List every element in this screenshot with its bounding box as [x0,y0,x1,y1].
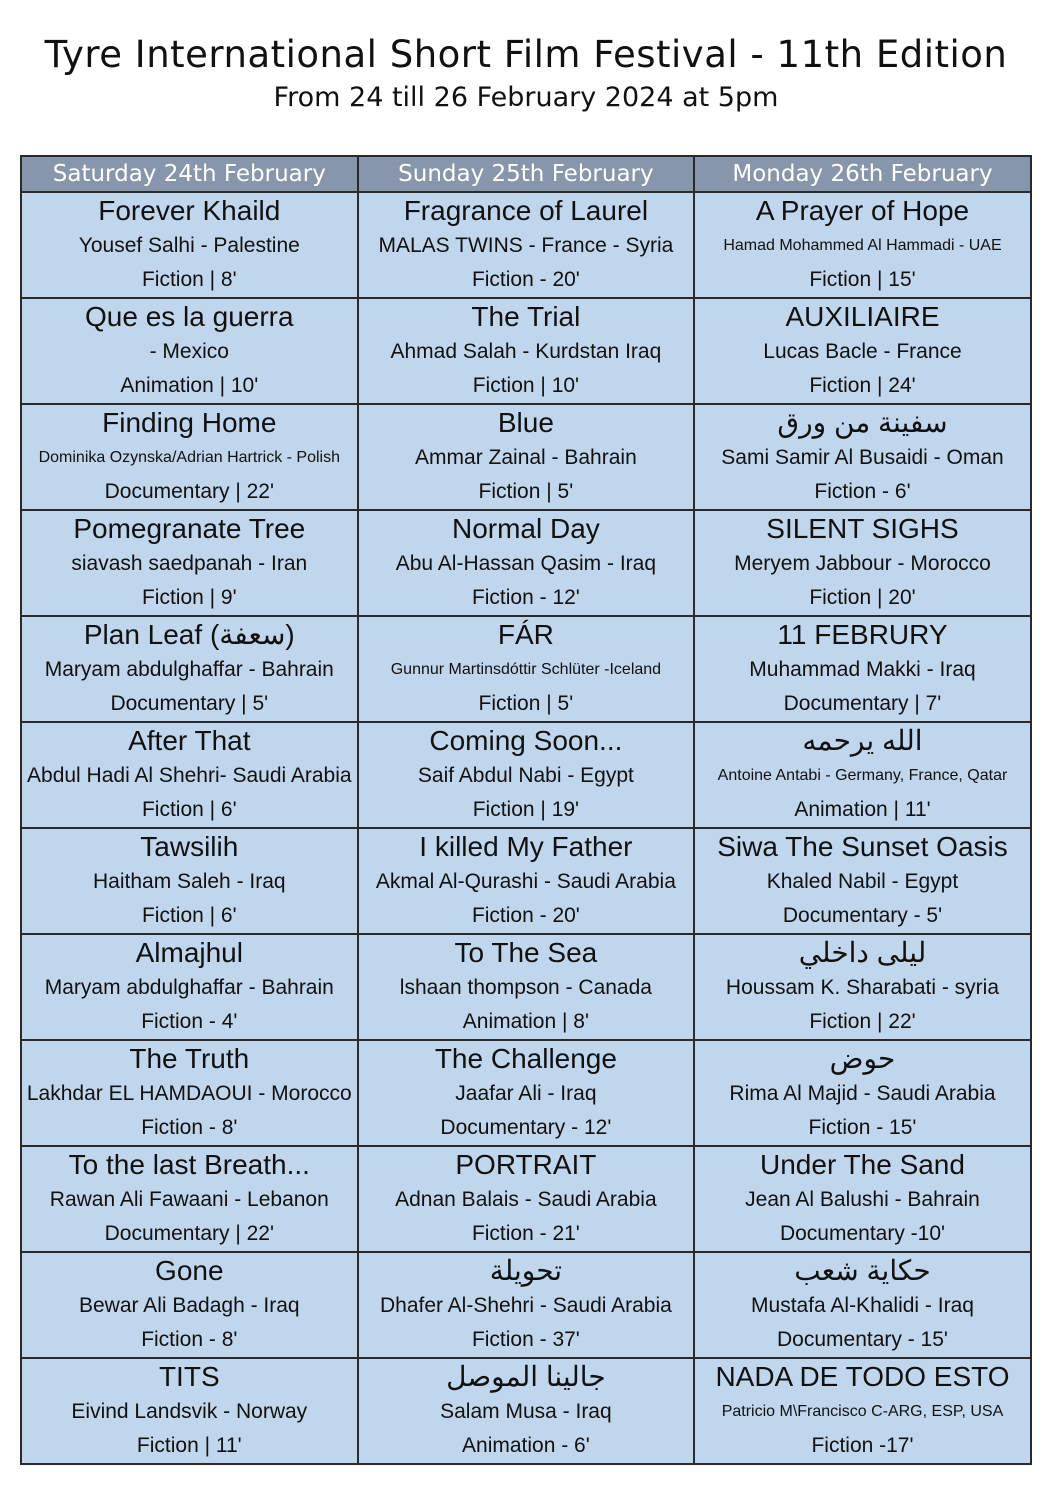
table-row [21,1358,1031,1464]
film-genre-duration: Fiction | 22' [809,1010,916,1033]
film-title: The Challenge [434,1043,617,1074]
film-genre-duration: Fiction - 20' [471,904,580,927]
film-genre-duration: Animation | 10' [120,374,259,397]
film-credit: Dominika Ozynska/Adrian Hartrick - Polish [38,449,340,466]
film-genre-duration: Documentary | 7' [783,692,942,715]
film-cell [21,192,358,298]
film-credit: Sami Samir Al Busaidi - Oman [721,446,1004,469]
film-cell [358,1252,695,1358]
film-cell [358,934,695,1040]
film-title: سفينة من ورق [777,407,948,438]
film-cell [694,934,1031,1040]
film-cell [694,192,1031,298]
film-genre-duration: Fiction | 5' [478,480,574,503]
film-title: Pomegranate Tree [73,513,306,544]
film-cell [694,828,1031,934]
film-cell [694,1040,1031,1146]
film-genre-duration: Fiction - 8' [141,1116,238,1139]
film-title: I killed My Father [419,831,633,862]
film-cell [358,510,695,616]
film-genre-duration: Fiction | 9' [141,586,237,609]
film-cell [358,616,695,722]
film-genre-duration: Documentary | 5' [110,692,269,715]
film-cell [694,1146,1031,1252]
film-credit: Abu Al-Hassan Qasim - Iraq [395,552,657,575]
film-credit: Antoine Antabi - Germany, France, Qatar [717,767,1008,784]
film-credit: Meryem Jabbour - Morocco [734,552,991,575]
film-title: AUXILIAIRE [785,301,940,332]
page-subtitle: From 24 till 26 February 2024 at 5pm [273,82,779,113]
film-title: FÁR [497,619,554,650]
film-cell [694,616,1031,722]
film-title: Forever Khaild [98,195,281,226]
film-credit: siavash saedpanah - Iran [71,552,308,575]
film-title: Blue [497,407,554,438]
film-credit: Haitham Saleh - Iraq [93,870,286,893]
film-credit: Muhammad Makki - Iraq [749,658,976,681]
film-title: حكاية شعب [794,1255,931,1286]
film-title: Tawsilih [140,831,239,862]
film-title: 11 FEBRURY [777,619,948,650]
film-genre-duration: Fiction | 5' [478,692,574,715]
table-row [21,722,1031,828]
film-credit: Lakhdar EL HAMDAOUI - Morocco [26,1082,352,1105]
table-row [21,1146,1031,1252]
film-credit: Akmal Al-Qurashi - Saudi Arabia [375,870,676,893]
table-row [21,192,1031,298]
film-credit: Yousef Salhi - Palestine [78,234,300,257]
film-title: Coming Soon... [429,725,623,756]
film-genre-duration: Animation | 8' [462,1010,589,1033]
film-credit: Bewar Ali Badagh - Iraq [78,1294,300,1317]
film-genre-duration: Fiction | 20' [809,586,916,609]
film-cell [358,828,695,934]
film-credit: Lucas Bacle - France [763,340,962,363]
film-genre-duration: Documentary - 5' [782,904,943,927]
page-title: Tyre International Short Film Festival - 11th Edition [44,33,1008,76]
film-cell [694,404,1031,510]
film-credit: Ahmad Salah - Kurdstan Iraq [390,340,662,363]
film-genre-duration: Fiction | 10' [472,374,580,397]
film-cell [358,722,695,828]
film-title: To The Sea [454,937,598,968]
film-genre-duration: Fiction - 12' [471,586,580,609]
film-title: Que es la guerra [85,301,294,332]
day-header: Sunday 25th February [358,156,695,192]
film-cell [21,722,358,828]
table-row [21,510,1031,616]
table-row [21,934,1031,1040]
film-title: Gone [155,1255,224,1286]
film-title: ليلى داخلي [798,937,927,968]
film-cell [694,1252,1031,1358]
film-cell [694,1358,1031,1464]
film-credit: Jaafar Ali - Iraq [455,1082,597,1105]
film-credit: Salam Musa - Iraq [440,1400,612,1423]
film-credit: - Mexico [149,340,229,363]
film-credit: Maryam abdulghaffar - Bahrain [44,658,334,681]
film-credit: Adnan Balais - Saudi Arabia [395,1188,657,1211]
film-genre-duration: Fiction | 8' [141,268,237,291]
film-genre-duration: Fiction - 21' [471,1222,580,1245]
film-title: To the last Breath... [68,1149,310,1180]
film-credit: Gunnur Martinsdóttir Schlüter -Iceland [390,661,662,678]
film-credit: Saif Abdul Nabi - Egypt [417,764,634,787]
film-credit: Abdul Hadi Al Shehri- Saudi Arabia [27,764,352,787]
film-genre-duration: Fiction | 15' [809,268,916,291]
film-credit: Patricio M\Francisco C-ARG, ESP, USA [721,1403,1004,1420]
film-credit: Khaled Nabil - Egypt [766,870,959,893]
film-title: تحويلة [489,1255,563,1286]
film-title: Under The Sand [760,1149,965,1180]
film-title: After That [128,725,251,756]
film-cell [21,934,358,1040]
film-title: A Prayer of Hope [755,195,970,226]
film-title: Almajhul [135,937,243,968]
film-genre-duration: Documentary - 15' [777,1328,948,1351]
film-cell [694,510,1031,616]
film-genre-duration: Fiction - 8' [141,1328,238,1351]
film-cell [21,1358,358,1464]
film-genre-duration: Fiction - 15' [808,1116,917,1139]
film-title: PORTRAIT [455,1149,597,1180]
film-credit: Dhafer Al-Shehri - Saudi Arabia [379,1294,672,1317]
film-cell [21,404,358,510]
film-genre-duration: Fiction | 6' [141,904,237,927]
film-credit: Houssam K. Sharabati - syria [725,976,1000,999]
film-genre-duration: Fiction -17' [811,1434,914,1457]
film-title: The Truth [129,1043,250,1074]
film-cell [21,1146,358,1252]
film-title: Normal Day [451,513,600,544]
table-row [21,298,1031,404]
film-cell [358,298,695,404]
film-title: TITS [158,1361,220,1392]
film-credit: Maryam abdulghaffar - Bahrain [44,976,334,999]
table-row [21,616,1031,722]
film-genre-duration: Fiction | 6' [141,798,237,821]
film-cell [358,1040,695,1146]
film-title: Plan Leaf (سعفة) [83,619,295,650]
film-title: Fragrance of Laurel [403,195,649,226]
film-credit: Jean Al Balushi - Bahrain [745,1188,980,1211]
table-row [21,1252,1031,1358]
film-genre-duration: Fiction | 24' [809,374,916,397]
film-cell [21,616,358,722]
schedule-body [21,192,1031,1464]
film-cell [358,404,695,510]
film-title: حوض [829,1043,896,1074]
day-header: Monday 26th February [694,156,1031,192]
film-title: The Trial [471,301,581,332]
film-title: Finding Home [102,407,277,438]
film-credit: Rima Al Majid - Saudi Arabia [729,1082,996,1105]
film-genre-duration: Fiction - 37' [471,1328,580,1351]
day-header: Saturday 24th February [21,156,358,192]
film-credit: lshaan thompson - Canada [399,976,652,999]
film-cell [21,828,358,934]
film-credit: Rawan Ali Fawaani - Lebanon [49,1188,329,1211]
film-genre-duration: Animation | 11' [794,798,931,821]
film-cell [358,192,695,298]
film-genre-duration: Documentary -10' [779,1222,946,1245]
page-header [0,30,1052,116]
film-genre-duration: Animation - 6' [462,1434,590,1457]
schedule-table [20,155,1032,1465]
film-title: SILENT SIGHS [766,513,959,544]
film-cell [694,298,1031,404]
table-row [21,828,1031,934]
film-cell [21,1252,358,1358]
film-cell [21,510,358,616]
film-genre-duration: Documentary - 12' [440,1116,612,1139]
film-cell [21,298,358,404]
film-genre-duration: Fiction - 6' [814,480,911,503]
film-genre-duration: Documentary | 22' [104,1222,274,1245]
film-title: الله يرحمه [802,725,923,756]
film-genre-duration: Fiction - 4' [141,1010,238,1033]
film-title: NADA DE TODO ESTO [715,1361,1010,1392]
film-credit: Hamad Mohammed Al Hammadi - UAE [723,237,1002,254]
table-row [21,404,1031,510]
film-title: Siwa The Sunset Oasis [717,831,1008,862]
table-row [21,1040,1031,1146]
film-genre-duration: Fiction | 11' [136,1434,242,1457]
film-cell [694,722,1031,828]
film-credit: Ammar Zainal - Bahrain [415,446,637,469]
film-credit: Mustafa Al-Khalidi - Iraq [751,1294,974,1317]
film-credit: Eivind Landsvik - Norway [71,1400,308,1423]
film-genre-duration: Fiction | 19' [472,798,580,821]
film-genre-duration: Documentary | 22' [104,480,274,503]
film-genre-duration: Fiction - 20' [471,268,580,291]
day-header-row [21,156,1031,192]
film-cell [358,1146,695,1252]
film-title: جالينا الموصل [446,1361,606,1392]
film-credit: MALAS TWINS - France - Syria [378,234,674,257]
film-cell [21,1040,358,1146]
film-cell [358,1358,695,1464]
